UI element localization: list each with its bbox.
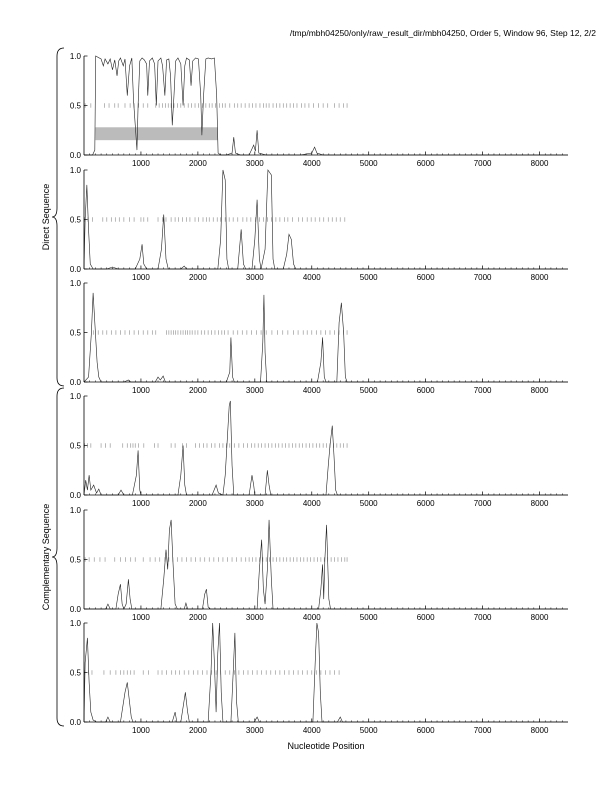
header-path-label: /tmp/mbh04250/only/raw_result_dir/mbh04250, Order 5, Window 96, Step 12, 2/2 bbox=[289, 28, 596, 38]
x-tick-label: 3000 bbox=[245, 613, 264, 622]
probability-trace bbox=[84, 170, 568, 269]
x-tick-label: 5000 bbox=[359, 499, 378, 508]
x-tick-label: 4000 bbox=[302, 613, 321, 622]
x-tick-label: 1000 bbox=[132, 613, 150, 622]
y-tick-label: 0.0 bbox=[69, 151, 81, 160]
x-tick-label: 2000 bbox=[188, 273, 207, 282]
x-tick-label: 3000 bbox=[245, 726, 264, 735]
x-tick-label: 5000 bbox=[359, 159, 378, 168]
x-tick-label: 6000 bbox=[416, 499, 435, 508]
y-tick-label: 1.0 bbox=[69, 166, 81, 175]
x-tick-label: 3000 bbox=[245, 159, 264, 168]
x-tick-label: 5000 bbox=[359, 726, 378, 735]
y-tick-label: 0.5 bbox=[69, 555, 81, 565]
chart-panels bbox=[70, 52, 568, 735]
x-tick-label: 2000 bbox=[188, 726, 207, 735]
x-tick-label: 5000 bbox=[359, 273, 378, 282]
x-tick-label: 5000 bbox=[359, 613, 378, 622]
coding-ticks bbox=[94, 330, 347, 334]
x-tick-label: 6000 bbox=[416, 386, 435, 395]
x-tick-label: 4000 bbox=[302, 726, 321, 735]
direct-sequence-label: Direct Sequence bbox=[41, 183, 51, 251]
y-tick-label: 0.5 bbox=[69, 668, 81, 678]
coding-ticks bbox=[85, 103, 347, 107]
x-tick-label: 7000 bbox=[473, 613, 492, 622]
y-tick-label: 0.5 bbox=[69, 441, 81, 451]
y-tick-label: 0.5 bbox=[69, 215, 81, 225]
y-tick-label: 1.0 bbox=[69, 392, 81, 401]
shaded-region bbox=[95, 127, 217, 140]
coding-ticks bbox=[85, 217, 345, 221]
x-tick-label: 2000 bbox=[188, 499, 207, 508]
x-tick-label: 6000 bbox=[416, 159, 435, 168]
y-tick-label: 0.0 bbox=[69, 378, 81, 387]
panel-complementary-frame-3 bbox=[70, 619, 568, 735]
x-tick-label: 6000 bbox=[416, 726, 435, 735]
x-tick-label: 7000 bbox=[473, 499, 492, 508]
y-tick-label: 1.0 bbox=[69, 506, 81, 515]
x-tick-label: 5000 bbox=[359, 386, 378, 395]
y-tick-label: 0.5 bbox=[69, 328, 81, 338]
y-tick-label: 0.0 bbox=[69, 491, 81, 500]
x-tick-label: 1000 bbox=[132, 499, 150, 508]
direct-group-brace bbox=[52, 48, 64, 386]
y-tick-label: 0.0 bbox=[69, 265, 81, 274]
x-tick-label: 8000 bbox=[530, 386, 549, 395]
x-tick-label: 4000 bbox=[302, 386, 321, 395]
x-axis-label: Nucleotide Position bbox=[287, 741, 365, 751]
complementary-sequence-label: Complementary Sequence bbox=[41, 503, 51, 611]
x-tick-label: 6000 bbox=[416, 613, 435, 622]
x-tick-label: 4000 bbox=[302, 499, 321, 508]
coding-ticks bbox=[85, 443, 347, 447]
panel-complementary-frame-2 bbox=[70, 506, 568, 622]
x-tick-label: 2000 bbox=[188, 386, 207, 395]
x-tick-label: 8000 bbox=[530, 159, 549, 168]
x-tick-label: 4000 bbox=[302, 273, 321, 282]
probability-trace bbox=[84, 623, 568, 722]
y-tick-label: 0.0 bbox=[69, 605, 81, 614]
x-tick-label: 3000 bbox=[245, 499, 264, 508]
probability-trace bbox=[84, 401, 568, 495]
panel-complementary-frame-1 bbox=[70, 392, 568, 508]
x-tick-label: 6000 bbox=[416, 273, 435, 282]
probability-trace bbox=[84, 520, 568, 609]
x-tick-label: 4000 bbox=[302, 159, 321, 168]
coding-ticks bbox=[85, 557, 347, 561]
y-tick-label: 0.5 bbox=[69, 101, 81, 111]
y-tick-label: 1.0 bbox=[69, 619, 81, 628]
x-tick-label: 8000 bbox=[530, 613, 549, 622]
x-tick-label: 2000 bbox=[188, 613, 207, 622]
x-tick-label: 2000 bbox=[188, 159, 207, 168]
x-tick-label: 8000 bbox=[530, 726, 549, 735]
y-tick-label: 1.0 bbox=[69, 52, 81, 61]
x-tick-label: 8000 bbox=[530, 499, 549, 508]
coding-ticks bbox=[85, 670, 340, 674]
panel-direct-frame-3 bbox=[70, 279, 568, 395]
panel-direct-frame-1 bbox=[70, 52, 568, 168]
y-tick-label: 1.0 bbox=[69, 279, 81, 288]
x-tick-label: 7000 bbox=[473, 726, 492, 735]
x-tick-label: 8000 bbox=[530, 273, 549, 282]
x-tick-label: 1000 bbox=[132, 159, 150, 168]
y-tick-label: 0.0 bbox=[69, 718, 81, 727]
x-tick-label: 1000 bbox=[132, 386, 150, 395]
complementary-group-brace bbox=[52, 388, 64, 726]
probability-trace bbox=[84, 293, 568, 382]
x-tick-label: 7000 bbox=[473, 386, 492, 395]
x-tick-label: 7000 bbox=[473, 273, 492, 282]
x-tick-label: 3000 bbox=[245, 273, 264, 282]
x-tick-label: 1000 bbox=[132, 726, 150, 735]
x-tick-label: 7000 bbox=[473, 159, 492, 168]
panel-direct-frame-2 bbox=[70, 166, 568, 282]
x-tick-label: 1000 bbox=[132, 273, 150, 282]
x-tick-label: 3000 bbox=[245, 386, 264, 395]
